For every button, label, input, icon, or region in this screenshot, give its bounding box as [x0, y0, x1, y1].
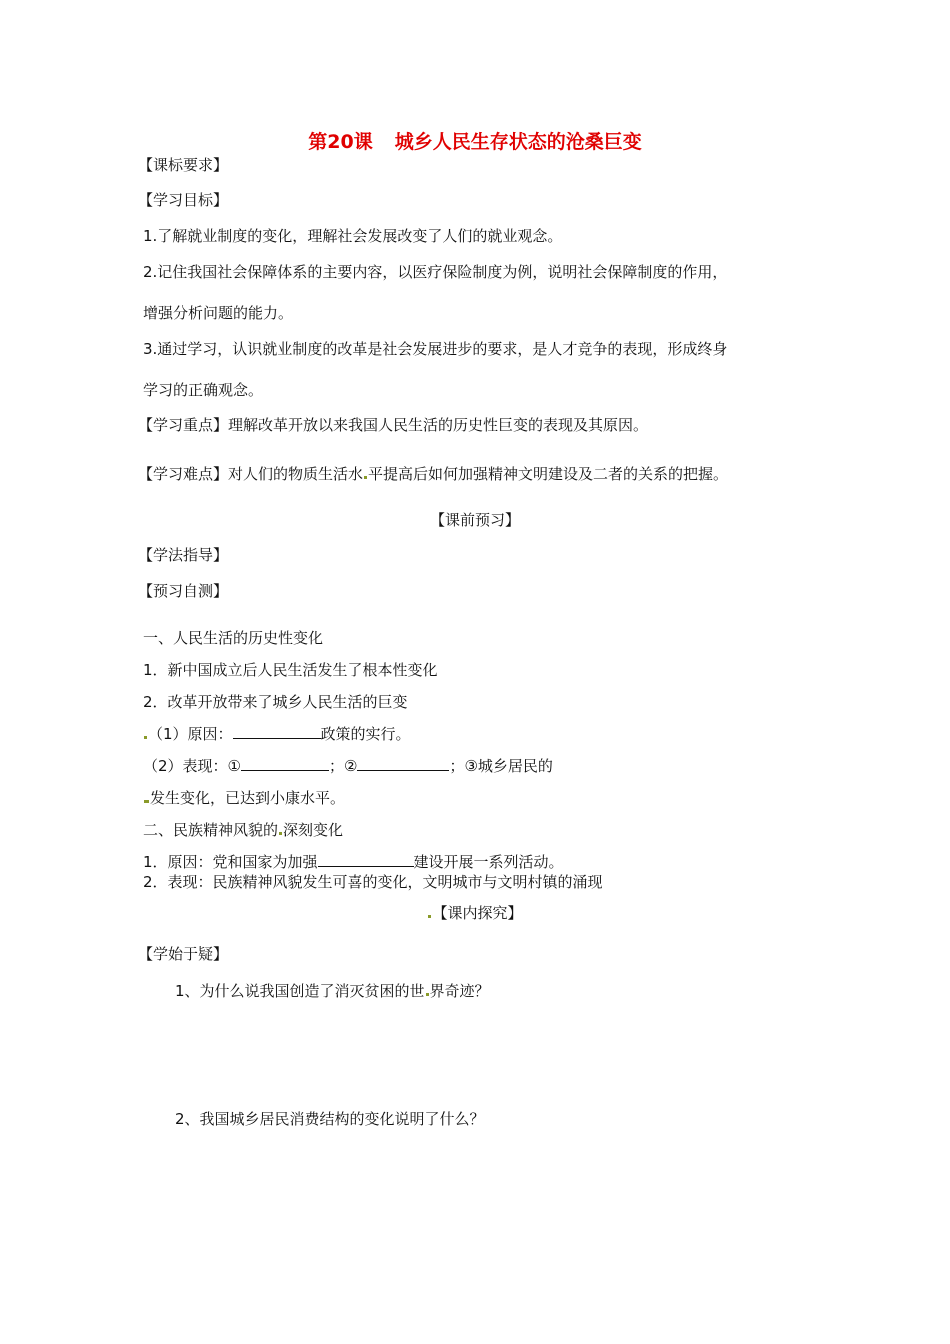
- heading-method: 【学法指导】: [138, 546, 229, 564]
- speck-mark: [426, 993, 429, 996]
- difficulty: 【学习难点】对人们的物质生活水 平提高后如何加强精神文明建设及二者的关系的把握。: [138, 465, 729, 483]
- part1-item1: 1．新中国成立后人民生活发生了根本性变化: [143, 661, 438, 679]
- part2-title: 二、民族精神风貌的 深刻变化: [143, 821, 344, 839]
- part1-item2: 2．改革开放带来了城乡人民生活的巨变: [143, 693, 408, 711]
- heading-question: 【学始于疑】: [138, 945, 229, 963]
- blank-performance-1[interactable]: [241, 756, 329, 771]
- part2-cause: 1．原因：党和国家为加强 建设开展一系列活动。: [143, 853, 564, 871]
- question-1: 1、为什么说我国创造了消灭贫困的世 界奇迹？: [175, 982, 490, 1000]
- speck-mark: [144, 736, 147, 739]
- heading-goals: 【学习目标】: [138, 191, 229, 209]
- speck-mark: [364, 476, 367, 479]
- goal-1: 1.了解就业制度的变化，理解社会发展改变了人们的就业观念。: [143, 227, 563, 245]
- goal-2-cont: 增强分析问题的能力。: [143, 304, 294, 322]
- part1-performance: （2）表现：① ；② ；③城乡居民的: [143, 757, 553, 775]
- question-2: 2、我国城乡居民消费结构的变化说明了什么？: [175, 1110, 485, 1128]
- difficulty-label: 【学习难点】: [138, 465, 229, 483]
- part1-title: 一、人民生活的历史性变化: [143, 629, 324, 647]
- part1-cause: （1）原因： 政策的实行。: [143, 724, 411, 744]
- part2-performance: 2．表现：民族精神风貌发生可喜的变化，文明城市与文明村镇的涌现: [143, 873, 603, 891]
- part1-performance-cont: 发生变化，已达到小康水平。: [143, 788, 345, 808]
- goal-2: 2.记住我国社会保障体系的主要内容，以医疗保险制度为例，说明社会保障制度的作用，: [143, 263, 728, 281]
- blank-policy[interactable]: [233, 724, 321, 739]
- blank-performance-2[interactable]: [357, 756, 449, 771]
- section-preview: 【课前预习】: [429, 511, 520, 529]
- lesson-name: 城乡人民生存状态的沧桑巨变: [394, 131, 642, 153]
- key-point-text: 理解改革开放以来我国人民生活的历史性巨变的表现及其原因。: [228, 416, 649, 434]
- section-explore: 【课内探究】: [0, 903, 950, 923]
- heading-curriculum: 【课标要求】: [138, 156, 229, 174]
- speck-mark: [279, 832, 282, 835]
- page-title: [0, 130, 950, 154]
- key-point: [138, 415, 648, 435]
- key-point-label: 【学习重点】: [138, 416, 229, 434]
- heading-selftest: 【预习自测】: [138, 582, 229, 600]
- goal-3: 3.通过学习，认识就业制度的改革是社会发展进步的要求，是人才竞争的表现，形成终身: [143, 340, 728, 358]
- goal-3-cont: 学习的正确观念。: [143, 381, 264, 399]
- blank-construction[interactable]: [318, 852, 414, 867]
- speck-mark: [144, 800, 149, 803]
- lesson-number: 第20课: [308, 131, 373, 153]
